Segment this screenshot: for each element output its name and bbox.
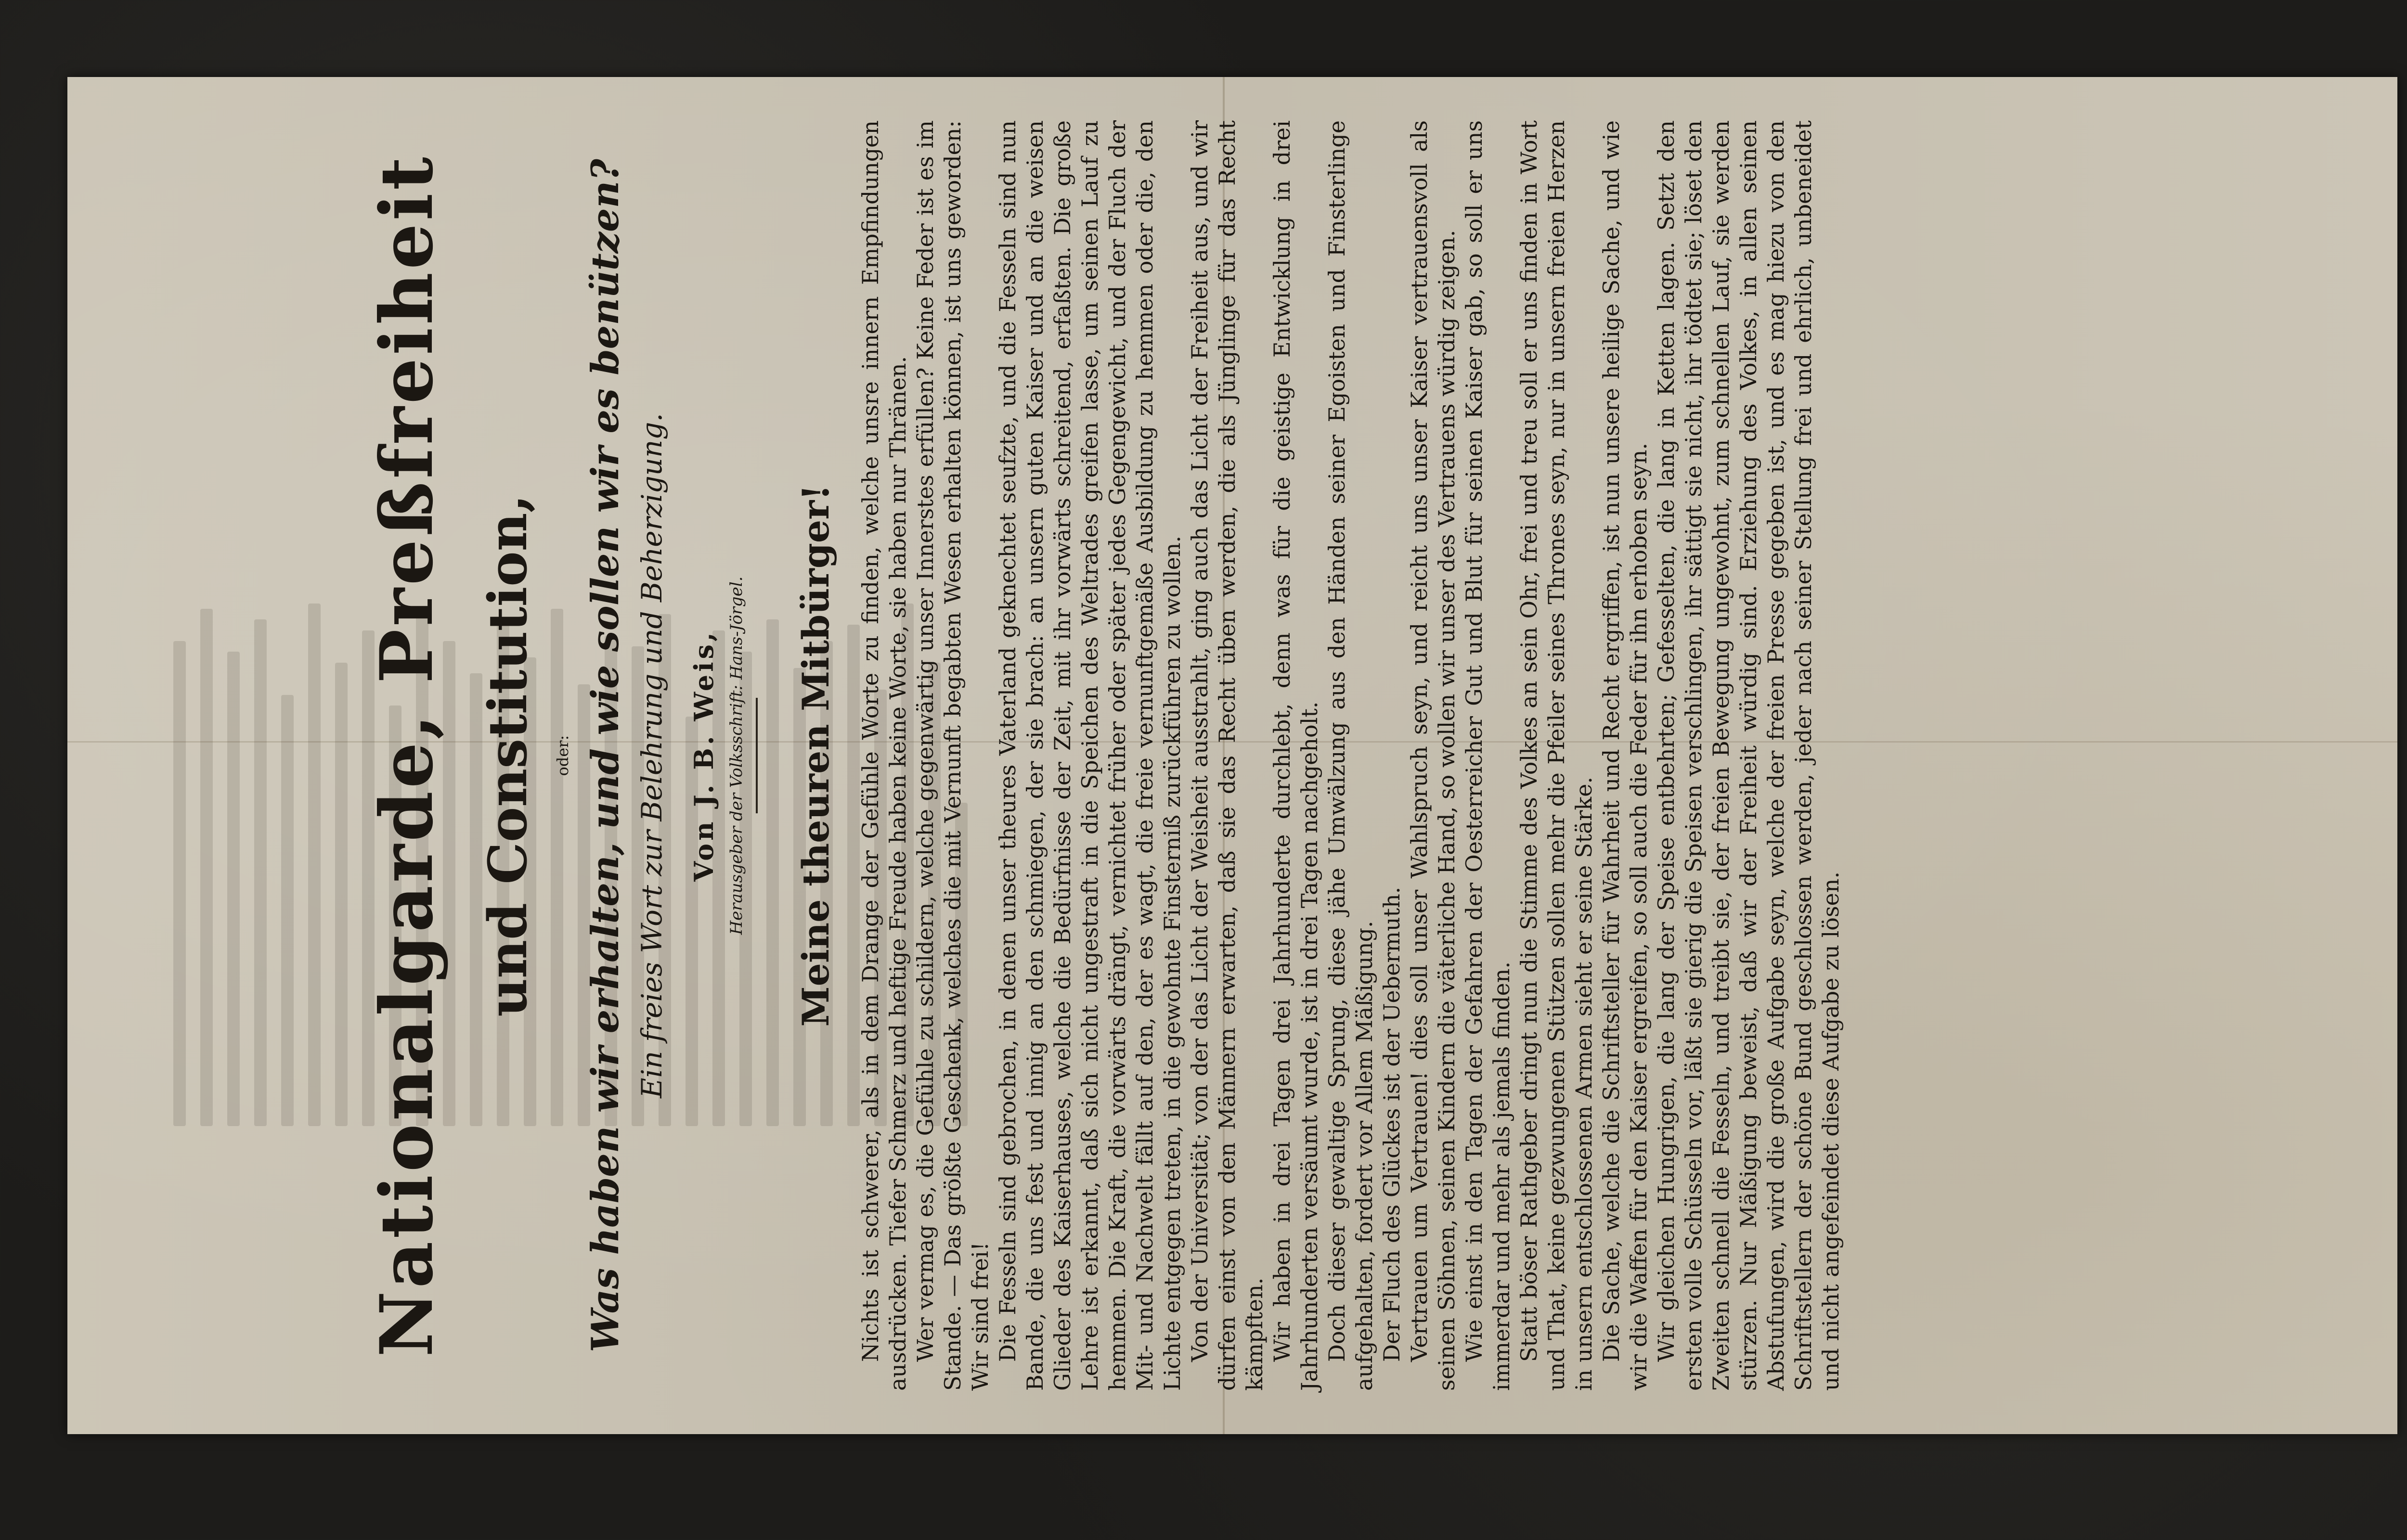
editor-line: Herausgeber der Volksschrift: Hans-Jörgel. [727,576,746,935]
author-line: Von J. B. Weis, [688,629,719,882]
body-text [857,120,1845,1391]
document-title: Nationalgarde, Preßfreiheit [364,154,449,1357]
document-question: Was haben wir erhalten, und wie sollen wir es benützen? [583,158,627,1353]
divider-rule [756,698,758,813]
document-subtitle: Ein freies Wort zur Belehrung und Beherzigung. [635,413,668,1098]
paragraph: Die Fesseln sind gebrochen, in denen unser theures Vaterland geknechtet seufzte, und die Fesseln sind nun Bande, die uns fest und innig an den schmiegen, der sie brach: an unsern guten Kaiser und an die weisen Glieder des Kaiserhauses, welche die Bedürfnisse der Zeit, mit ihr vorwärts schreitend, erfaßten. Die große Lehre ist erkannt, daß sich nicht ungestraft in die Speichen des Weltrades greifen lasse, um seinen Lauf zu hemmen. Die Kraft, die vorwärts drängt, vernichtet früher oder später jedes Gegengewicht, und der Fluch der Mit- und Nachwelt fällt auf den, der es wagt, die freie vernunftgemäße Ausbildung zu hemmen oder die, den Lichte entgegen treten, in die gewohnte Finsterniß zurückführen zu wollen. [995,120,1185,1391]
paragraph: Von der Universität; von der das Licht der Weisheit ausstrahlt, ging auch das Licht der Freiheit aus, und wir dürfen einst von den Männern erwarten, daß sie das Recht üben werden, die als Jünglinge für das Recht kämpften. [1187,120,1268,1391]
paragraph: Wer vermag es, die Gefühle zu schildern, welche gegenwärtig unser Innerstes erfüllen? Keine Feder ist es im Stande. — Das größte Geschenk, welches die mit Vernunft begabten Wesen erhalten können, ist uns geworden: Wir sind frei! [912,120,993,1391]
conjunction-oder: oder: [554,735,572,776]
salutation-heading: Meine theuren Mitbürger! [794,484,837,1027]
paragraph: Wir haben in drei Tagen drei Jahrhunderte durchlebt, denn was für die geistige Entwicklung in drei Jahrhunderten versäumt wurde, ist in drei Tagen nachgeholt. [1269,120,1322,1391]
paragraph: Nichts ist schwerer, als in dem Drange der Gefühle Worte zu finden, welche unsre innern Empfindungen ausdrücken. Tiefer Schmerz und heftige Freude haben keine Worte, sie haben nur Thränen. [857,120,911,1391]
document-page [67,77,2397,1434]
paragraph: Die Sache, welche die Schriftsteller für Wahrheit und Recht ergriffen, ist nun unsere heilige Sache, und wie wir die Waffen für den Kaiser ergreifen, so soll auch die Feder für ihn erhoben seyn. [1598,120,1652,1391]
paragraph: Wir gleichen Hungrigen, die lang der Speise entbehrten; Gefesselten, die lang in Ketten lagen. Setzt den ersten volle Schüsseln vor, läßt sie gierig die Speisen verschlingen, ihr sättigt sie nicht, ihr tödtet sie; löset den Zweiten schnell die Fesseln, und treibt sie, der freien Bewegung ungewohnt, zum schnellen Lauf, sie werden stürzen. Nur Mäßigung beweist, daß wir der Freiheit würdig sind. Erziehung des Volkes, in allen seinen Abstufungen, wird die große Aufgabe seyn, welche der freien Presse gegeben ist, und es mag hiezu von den Schriftstellern der schöne Bund geschlossen werden, jeder nach seiner Stellung frei und ehrlich, unbeneidet und nicht angefeindet diese Aufgabe zu lösen. [1653,120,1844,1391]
paragraph: Vertrauen um Vertrauen! dies soll unser Wahlspruch seyn, und reicht uns unser Kaiser vertrauensvoll als seinen Söhnen, seinen Kindern die väterliche Hand, so wollen wir unser des Vertrauens würdig zeigen. [1406,120,1460,1391]
paragraph: Der Fluch des Glückes ist der Uebermuth. [1379,886,1405,1362]
paragraph: Statt böser Rathgeber dringt nun die Stimme des Volkes an sein Ohr, frei und treu soll er uns finden in Wort und That, keine gezwungenen Stützen sollen mehr die Pfeiler seines Thrones seyn, nur in unsern freien Herzen in unsern entschlossenen Armen sieht er seine Stärke. [1516,120,1597,1391]
paragraph: Doch dieser gewaltige Sprung, diese jähe Umwälzung aus den Händen seiner Egoisten und Finsterlinge aufgehalten, fordert vor Allem Mäßigung. [1324,120,1377,1391]
paragraph: Wie einst in den Tagen der Gefahren der Oesterreicher Gut und Blut für seinen Kaiser gab, so soll er uns immerdar und mehr als jemals finden. [1461,120,1514,1391]
document-title-continued: und Constitution, [477,494,539,1017]
